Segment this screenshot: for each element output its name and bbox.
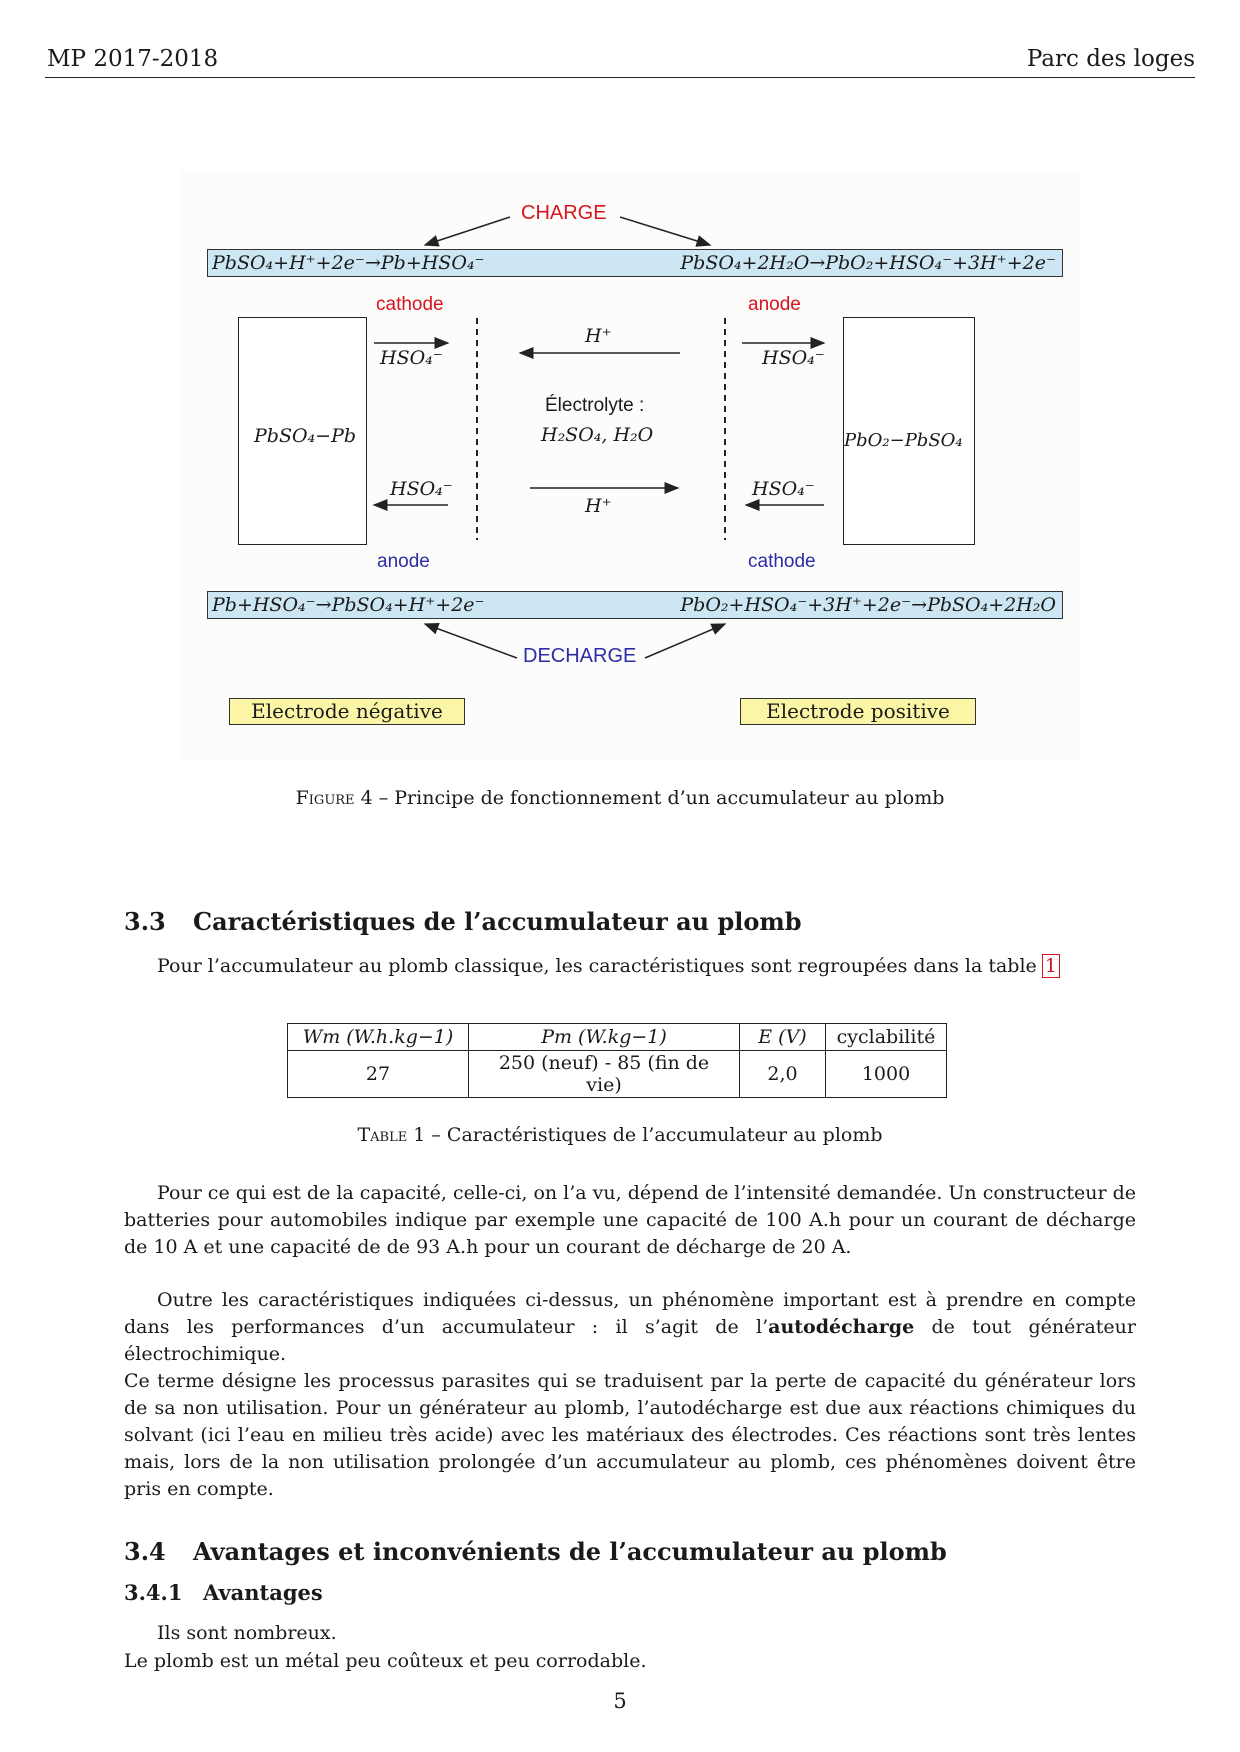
table-cell: 250 (neuf) - 85 (fin de vie) [469,1051,740,1098]
electrolyte-title: Électrolyte : [545,395,645,416]
paragraph-autodecharge-text-a: Outre les caractéristiques indiquées ci-dessus, un phénomène important est à prendre en compte dans les performances d’un accumulateur : il s’agit de l’ [124,1289,1136,1338]
section-3-4-1-number: 3.4.1 [124,1580,183,1605]
figure-caption-text: – Principe de fonctionnement d’un accumulateur au plomb [372,787,945,809]
table-header-cell: E (V) [740,1024,826,1051]
positive-electrode-label: Electrode positive [740,698,976,725]
table-header-cell: Pm (W.kg−1) [469,1024,740,1051]
paragraph-autodecharge-rest: Ce terme désigne les processus parasites qui se traduisent par la perte de capacité du générateur lors de sa non utilisation. Pour un générateur au plomb, l’autodécharge est due aux réactions chimiques du solvant (ici l’eau en milieu très acide) avec les matériaux des électrodes. Ces réactions sont très lentes mais, lors de la non utilisation prolongée d’un accumulateur au plomb, ces phénomènes doivent être pris en compte. [124,1370,1136,1500]
decharge-label: DECHARGE [523,645,637,667]
hso4-top-right-label: HSO₄⁻ [762,347,825,369]
hso4-bottom-left-label: HSO₄⁻ [390,478,453,500]
section-3-4-title: Avantages et inconvénients de l’accumulateur au plomb [193,1537,947,1566]
advantages-line-2: Le plomb est un métal peu coûteux et peu corrodable. [124,1650,647,1672]
table-row [288,1051,947,1098]
section-3-3-intro [157,953,1059,980]
table-ref-link[interactable]: 1 [1044,955,1057,977]
characteristics-table [287,1023,947,1098]
anode-bottom-label: anode [377,551,430,572]
h-bottom-label: H⁺ [585,495,612,517]
electrolyte-formula: H₂SO₄, H₂O [541,424,654,446]
paragraph-capacity: Pour ce qui est de la capacité, celle-ci, on l’a vu, dépend de l’intensité demandée. Un constructeur de batteries pour automobiles indique par exemple une capacité de 100 A.h pour un courant de décharge de 10 A et une capacité de de 93 A.h pour un courant de décharge de 20 A. [124,1182,1137,1258]
paragraph-autodecharge [124,1287,1136,1503]
table-cell: 27 [288,1051,469,1098]
section-3-4-number: 3.4 [124,1537,166,1566]
anode-top-label: anode [748,294,801,315]
table-cell: 1000 [826,1051,947,1098]
charge-arrow-left [425,217,510,245]
charge-label: CHARGE [521,202,607,224]
decharge-equation-bar [207,591,1063,619]
charge-equation-bar [207,249,1063,277]
section-3-3-title: Caractéristiques de l’accumulateur au plomb [193,907,802,936]
paragraph-autodecharge-text-b: de tout générateur électrochimique. [124,1316,1136,1365]
charge-equation-left: PbSO₄+H⁺+2e⁻→Pb+HSO₄⁻ [212,252,485,274]
page-number: 5 [613,1689,627,1713]
table-cell: 2,0 [740,1051,826,1098]
table-caption-label: Table 1 [357,1124,426,1146]
decharge-equation-right: PbO₂+HSO₄⁻+3H⁺+2e⁻→PbSO₄+2H₂O [680,594,1056,616]
negative-electrode-label: Electrode négative [229,698,465,725]
cathode-top-label: cathode [376,294,444,315]
hso4-top-left-label: HSO₄⁻ [380,347,443,369]
table-caption [0,1124,1240,1146]
header-right: Parc des loges [1026,46,1195,72]
figure-caption [0,787,1240,809]
table-header-row [288,1024,947,1051]
hso4-bottom-right-label: HSO₄⁻ [752,478,815,500]
figure-caption-label: Figure 4 [295,787,373,809]
table-header-cell: Wm (W.h.kg−1) [288,1024,469,1051]
table-header-cell: cyclabilité [826,1024,947,1051]
right-electrode-label: PbO₂−PbSO₄ [844,430,963,451]
section-3-3-number: 3.3 [124,907,166,936]
decharge-arrow-left [425,624,517,658]
paragraph-autodecharge-bold: autodécharge [768,1316,915,1338]
cathode-bottom-label: cathode [748,551,816,572]
paragraph-autodecharge-first [124,1287,1136,1368]
decharge-arrow-right [645,624,725,658]
advantages-line-1: Ils sont nombreux. [157,1622,337,1644]
section-3-3-intro-text: Pour l’accumulateur au plomb classique, les caractéristiques sont regroupées dans la table [157,955,1037,977]
h-top-label: H⁺ [585,325,612,347]
section-3-4-1-title: Avantages [203,1580,323,1605]
table-caption-text: – Caractéristiques de l’accumulateur au plomb [425,1124,883,1146]
left-electrode-label: PbSO₄−Pb [254,425,357,447]
charge-equation-right: PbSO₄+2H₂O→PbO₂+HSO₄⁻+3H⁺+2e⁻ [680,252,1056,274]
header-left: MP 2017-2018 [47,46,219,72]
decharge-equation-left: Pb+HSO₄⁻→PbSO₄+H⁺+2e⁻ [212,594,485,616]
charge-arrow-right [620,217,710,245]
